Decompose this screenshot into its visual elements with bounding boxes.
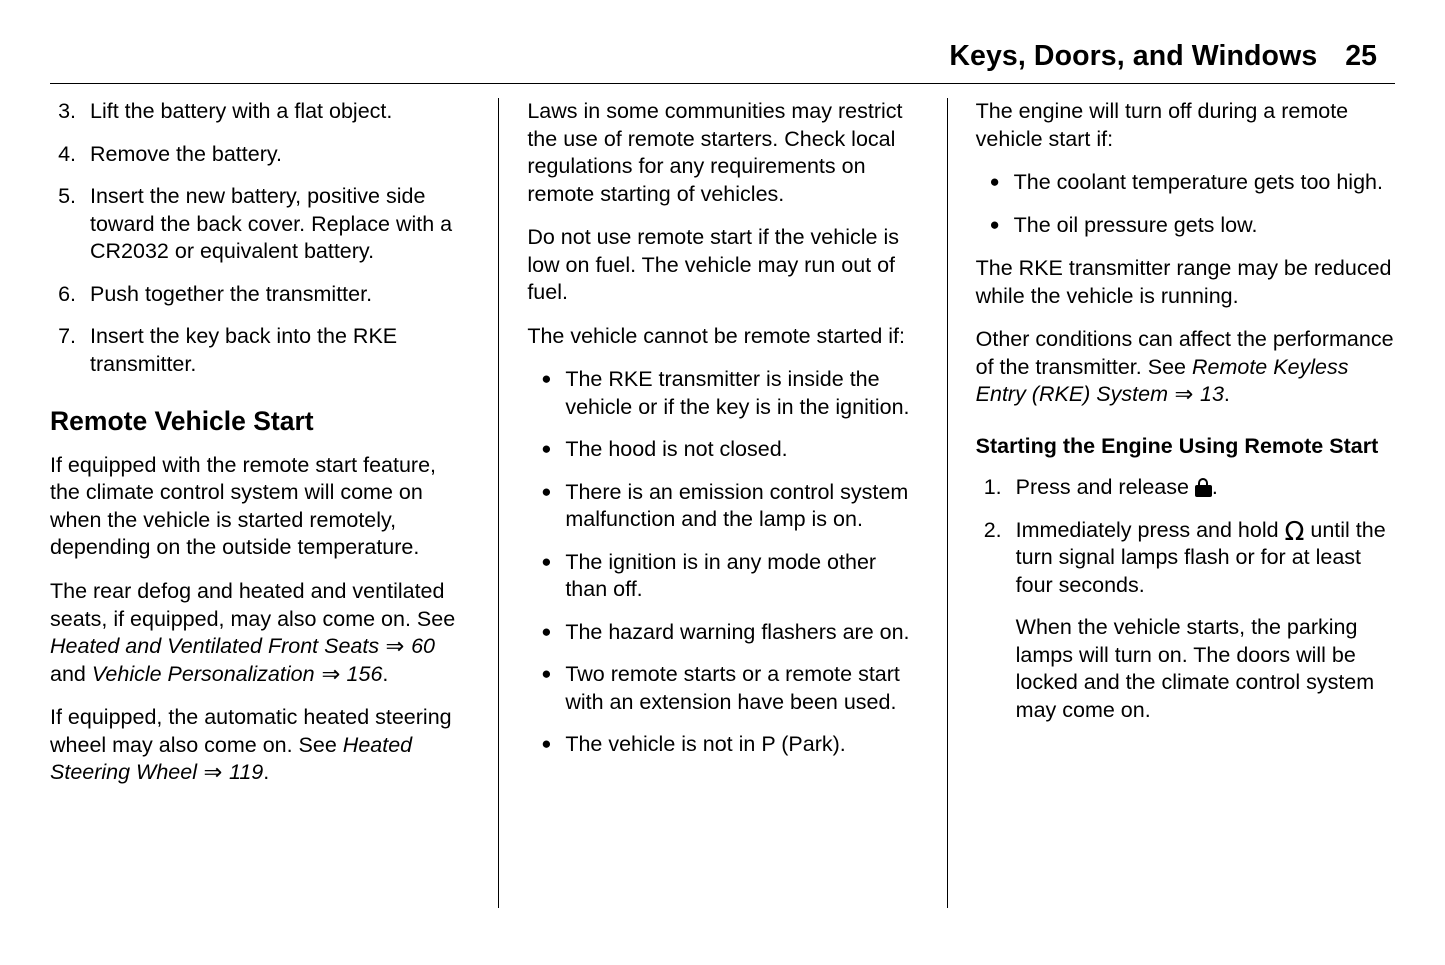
list-item [976,517,1395,600]
list-item [976,169,1395,197]
list-item-text: Lift the battery with a flat object. [90,99,393,123]
bullet-icon: ● [541,551,552,571]
list-item [527,479,920,534]
page-title: Keys, Doors, and Windows [949,40,1318,72]
list-item-text: Insert the key back into the RKE transmitter. [90,324,398,376]
list-item-text [1016,474,1395,502]
list-item [976,474,1395,502]
list-item [527,731,920,759]
remote-start-steps [976,474,1395,724]
list-item [976,212,1395,240]
page-columns [50,98,1395,908]
engine-turn-off-conditions [976,169,1395,239]
arrow-icon: ⇒ [321,660,341,687]
arrow-icon: ⇒ [203,759,223,785]
list-item-text: The hood is not closed. [565,437,788,462]
cross-reference: Heated and Ventilated Front Seats [50,634,380,659]
list-item [527,549,920,604]
list-item [527,436,920,464]
cross-reference-page: 13 [1199,382,1224,407]
cross-reference: Vehicle Personalization [91,661,315,686]
text-fragment: . [1211,475,1218,500]
cross-reference: Heated Steering Wheel [50,732,413,785]
list-item [50,281,464,309]
text-fragment: If equipped, the automatic heated steering wheel may also come on. See [50,705,452,757]
paragraph-engine-turn-off-intro: The engine will turn off during a remote vehicle start if: [975,99,1349,151]
list-item [50,323,464,378]
page-header [50,0,1395,73]
header-divider [50,83,1395,84]
paragraph-other-conditions [976,326,1395,409]
list-item-text: There is an emission control system malfunction and the lamp is on. [565,479,909,532]
battery-replacement-steps [50,98,464,378]
cross-reference-page: 60 [411,634,435,659]
column-right [947,98,1395,908]
list-item-number: 7. [58,324,76,349]
list-item-number: 6. [58,281,76,306]
list-item-text: The vehicle is not in P (Park). [565,732,846,757]
list-item-text: When the vehicle starts, the parking lamps will turn on. The doors will be locked and the climate control system may come on. [1015,615,1375,722]
text-fragment: . [1223,382,1230,407]
list-item-number: 2. [983,517,1002,542]
list-item [527,619,920,647]
cannot-remote-start-conditions [527,366,920,759]
paragraph-transmitter-range: The RKE transmitter range may be reduced while the vehicle is running. [975,256,1392,308]
list-item-number: 3. [58,99,76,123]
page-number: 25 [1345,40,1377,72]
bullet-icon: ● [541,369,552,389]
text-fragment: Immediately press and hold [1015,517,1285,542]
list-item-text: Two remote starts or a remote start with an extension have been used. [565,662,900,714]
text-fragment: until the turn signal lamps flash or for at least four seconds. [1015,517,1386,597]
cross-reference-page: 119 [228,760,264,785]
bullet-icon: ● [541,621,552,641]
list-item-number: 5. [58,184,76,209]
list-item [527,661,920,716]
list-item [50,141,464,169]
bullet-icon: ● [541,734,552,754]
list-item-text [1016,517,1395,600]
list-item [50,183,464,266]
list-item-text: The RKE transmitter is inside the vehicle or if the key is in the ignition. [565,367,910,419]
text-fragment: . [263,760,270,785]
text-fragment: The rear defog and heated and ventilated seats, if equipped, may also come on. See [50,578,456,631]
bullet-icon: ● [541,481,552,501]
paragraph-cannot-remote-start-intro: The vehicle cannot be remote started if: [527,323,905,348]
text-fragment: Press and release [1015,475,1195,500]
subsection-heading-starting-engine: Starting the Engine Using Remote Start [975,433,1379,458]
section-heading-remote-vehicle-start: Remote Vehicle Start [50,406,314,437]
lock-icon [1195,478,1212,497]
cross-reference-page: 156 [346,661,383,686]
list-item-text: The oil pressure gets low. [1013,212,1258,237]
paragraph-rear-defog [50,578,464,688]
column-middle [498,98,946,908]
paragraph-low-fuel: Do not use remote start if the vehicle is low on fuel. The vehicle may run out of fuel. [527,225,899,305]
arrow-icon: ⇒ [385,633,405,659]
list-item [50,98,464,126]
list-item-text: Insert the new battery, positive side toward the back cover. Replace with a CR2032 or equivalent battery. [90,184,453,264]
text-fragment: Other conditions can affect the performance of the transmitter. See [975,327,1394,379]
paragraph-local-laws: Laws in some communities may restrict the use of remote starters. Check local regulations for any requirements on remote starting of vehicles. [527,99,903,206]
bullet-icon: ● [541,664,552,684]
bullet-icon: ● [989,172,1000,192]
list-item-text: The ignition is in any mode other than off. [565,549,877,602]
remote-start-omega-icon: Ω [1284,516,1305,547]
list-item-text: Remove the battery. [90,141,282,166]
list-item-text: The hazard warning flashers are on. [565,619,910,644]
text-fragment: . [382,661,389,686]
list-item-indent [976,614,1016,724]
text-fragment: and [50,661,92,686]
bullet-icon: ● [541,439,552,459]
list-item-text: Push together the transmitter. [90,281,373,306]
step-sub-paragraph [976,614,1395,724]
list-item-number: 1. [983,475,1002,500]
paragraph-remote-start-intro: If equipped with the remote start feature, the climate control system will come on when the vehicle is started remotely, depending on the outside temperature. [50,452,437,560]
list-item-text: The coolant temperature gets too high. [1013,170,1383,195]
paragraph-heated-steering-wheel [50,704,464,787]
arrow-icon: ⇒ [1174,381,1194,407]
bullet-icon: ● [989,214,1000,234]
column-left [50,98,498,908]
list-item-number: 4. [58,141,76,166]
cross-reference: Remote Keyless Entry (RKE) System [975,354,1349,407]
list-item [527,366,920,421]
